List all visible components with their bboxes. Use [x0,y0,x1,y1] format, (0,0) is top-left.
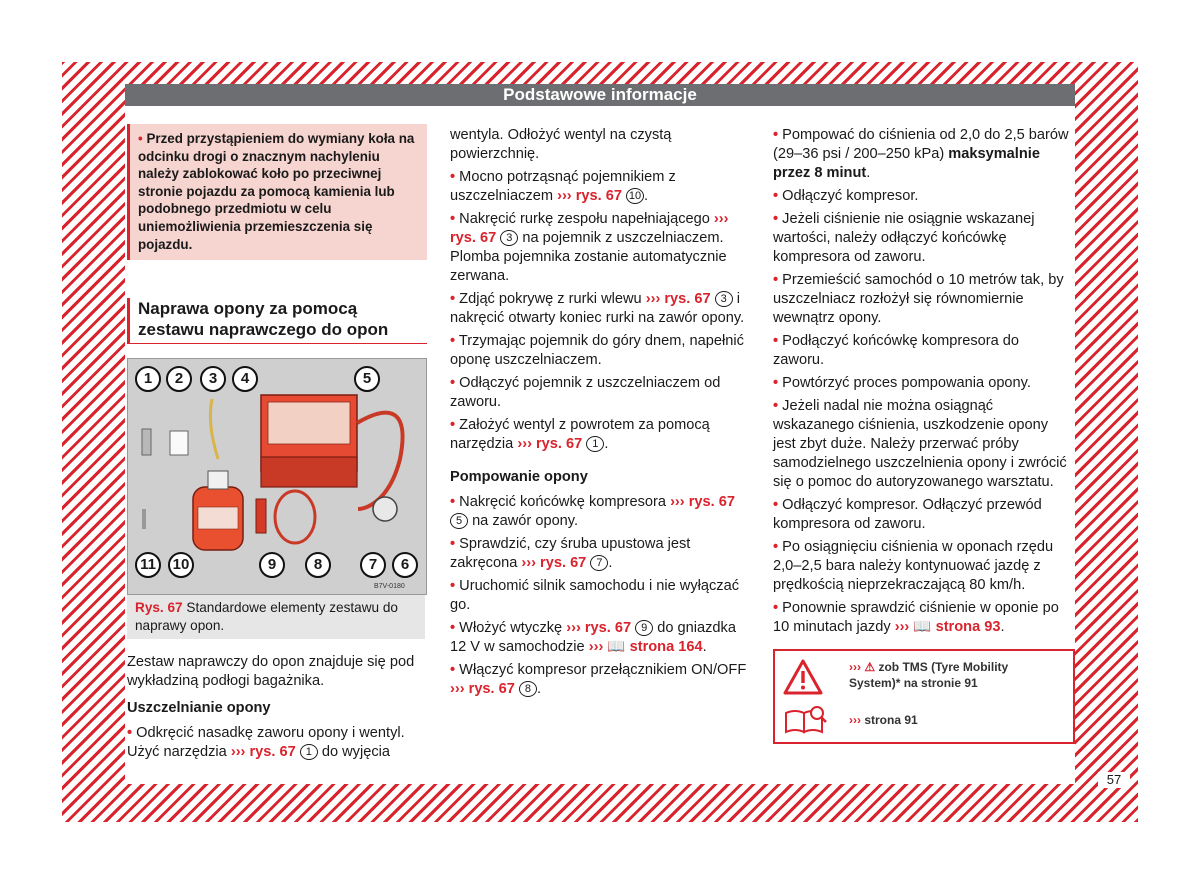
bullet-icon: • [773,211,779,227]
bullet-icon: • [450,620,456,636]
bullet-icon: • [450,494,456,510]
column-right [773,126,1073,744]
step-paragraph: • Uruchomić silnik samochodu i nie wyłączać go. [450,578,739,613]
step-paragraph: • Sprawdzić, czy śruba upustowa jest zakręcona ››› rys. 67 7 . [450,536,691,571]
bullet-icon: • [773,127,779,143]
step-paragraph [127,724,427,762]
callout-number: 1 [586,436,604,452]
callout-number: 3 [500,230,518,246]
bullet-icon: • [450,333,456,349]
bullet-icon: • [450,211,456,227]
step-paragraph: • Nakręcić końcówkę kompresora ››› rys. 67 5 na zawór opony. [450,494,735,529]
step-paragraph: • Odłączyć kompresor. [773,188,919,204]
bullet-icon: • [773,600,779,616]
column-middle [450,126,750,703]
info-box [773,649,1075,744]
bullet-icon: • [450,169,456,185]
ref-link[interactable]: ››› rys. 67 [230,744,296,761]
bullet-icon: • [450,662,456,678]
step-text: Odkręcić nasadkę zaworu opony i wentyl. Użyć narzędzia [127,725,405,761]
caption-ref: Rys. 67 [135,600,183,616]
warning-small-icon: ⚠ [864,660,876,674]
bullet-icon: • [450,578,456,594]
bullet-icon: • [773,333,779,349]
step-paragraph: • Odłączyć kompresor. Odłączyć przewód kompresora od zaworu. [773,497,1042,532]
step-paragraph: • Odłączyć pojemnik z uszczelniaczem od zaworu. [450,375,721,410]
ref-link[interactable]: ››› rys. 67 [450,211,729,246]
ref-link[interactable]: ››› rys. 67 [645,291,711,307]
book-icon: 📖 [913,619,932,635]
figure-callout-6: 6 [392,552,418,578]
step-paragraph: • Podłączyć końcówkę kompresora do zaworu. [773,333,1020,368]
ref-link[interactable]: ››› rys. 67 [566,620,632,636]
ref-link[interactable]: ››› rys. 67 [670,494,735,510]
callout-number: 1 [300,744,318,760]
bullet-icon: • [773,375,779,391]
figure-callout-3: 3 [200,366,226,392]
figure-repair-kit [127,358,427,595]
figure-callout-11: 11 [135,552,161,578]
step-paragraph: • Przemieścić samochód o 10 metrów tak, by uszczelniacz rozłożył się równomiernie wewnątrz opony. [773,272,1064,326]
figure-callout-7: 7 [360,552,386,578]
step-paragraph: • Włączyć kompresor przełącznikiem ON/OFF ››› rys. 67 8 . [450,662,747,697]
book-icon: 📖 [607,639,626,655]
figure-callout-4: 4 [232,366,258,392]
ref-link[interactable]: ››› rys. 67 [517,436,583,452]
step-paragraph: • Zdjąć pokrywę z rurki wlewu ››› rys. 67 3 i nakręcić otwarty koniec rurki na zawór opony. [450,291,745,326]
step-paragraph: • Założyć wentyl z powrotem za pomocą narzędzia ››› rys. 67 1 . [450,417,710,452]
figure-caption [127,595,425,639]
warning-triangle-icon [783,659,823,695]
step-paragraph: • Ponownie sprawdzić ciśnienie w oponie po 10 minutach jazdy ››› 📖 strona 93. [773,600,1059,635]
callout-number: 7 [590,555,608,571]
ref-link-book[interactable]: ››› 📖 strona 164 [588,639,703,655]
step-paragraph: • Włożyć wtyczkę ››› rys. 67 9 do gniazdka 12 V w samochodzie ››› 📖 strona 164. [450,620,736,655]
page-number: 57 [1098,772,1130,788]
callout-number: 8 [519,681,537,697]
bullet-icon: • [773,272,779,288]
bullet-icon: • [127,725,133,742]
bullet-icon: • [450,375,456,391]
figure-callout-2: 2 [166,366,192,392]
bullet-icon: • [450,291,456,307]
warning-box [127,124,427,260]
bullet-icon: • [773,539,779,555]
ref-link[interactable]: ››› rys. 67 [557,188,622,204]
figure-callout-10: 10 [168,552,194,578]
bullet-icon: • [138,131,143,146]
bullet-icon: • [450,536,456,552]
bullet-icon: • [450,417,456,433]
continued-paragraph: wentyla. Odłożyć wentyl na czystą powierzchnię. [450,127,672,162]
step-paragraph: • Mocno potrząsnąć pojemnikiem z uszczelniaczem ››› rys. 67 10 . [450,169,676,204]
page-header: Podstawowe informacje [125,84,1075,106]
warning-text: Przed przystąpieniem do wymiany koła na odcinku drogi o znacznym nachyleniu należy zablokować koło po przeciwnej stronie pojazdu za pomocą kamienia lub podobnego przedmiotu w celu uniemożliwienia przemieszczenia się pojazdu. [138,131,415,252]
book-magnifier-icon [783,705,829,735]
section-title: Naprawa opony za pomocą zestawu naprawczego do opon [127,298,427,344]
bullet-icon: • [773,398,779,414]
callout-number: 9 [635,620,653,636]
ref-link[interactable]: ››› rys. 67 [450,681,515,697]
step-text: do wyjęcia [321,744,390,761]
bullet-icon: • [773,188,779,204]
info-box-line-2[interactable]: ››› strona 91 [849,713,918,727]
ref-link[interactable]: ››› rys. 67 [521,555,587,571]
ref-link-book[interactable]: ››› 📖 strona 93 [894,619,1001,635]
step-paragraph: • Trzymając pojemnik do góry dnem, napełnić oponę uszczelniaczem. [450,333,744,368]
figure-callout-5: 5 [354,366,380,392]
step-paragraph: • Nakręcić rurkę zespołu napełniającego ››› rys. 67 3 na pojemnik z uszczelniaczem. Plomba pojemnika zostanie automatycznie zerwana. [450,211,729,284]
figure-callout-9: 9 [259,552,285,578]
caption-text: Standardowe elementy zestawu do naprawy opon. [135,600,398,634]
figure-callout-1: 1 [135,366,161,392]
figure-callout-8: 8 [305,552,331,578]
figure-code: B7V-0180 [374,583,405,591]
callout-number: 3 [715,291,733,307]
subheading-sealing: Uszczelnianie opony [127,700,271,717]
intro-paragraph: Zestaw naprawczy do opon znajduje się pod wykładziną podłogi bagażnika. [127,654,415,690]
step-paragraph: • Po osiągnięciu ciśnienia w oponach rzędu 2,0–2,5 bara należy kontynuować jazdę z prędkością nieprzekraczającą 80 km/h. [773,539,1054,593]
info-box-line-1[interactable]: ››› ⚠ zob TMS (Tyre Mobility System)* na stronie 91 [849,660,1009,690]
subheading-inflating: Pompowanie opony [450,469,588,485]
step-paragraph: • Powtórzyć proces pompowania opony. [773,375,1031,391]
callout-number: 10 [626,188,644,204]
bullet-icon: • [773,497,779,513]
step-paragraph: • Pompować do ciśnienia od 2,0 do 2,5 barów (29–36 psi / 200–250 kPa) maksymalnie przez 8 minut. [773,127,1069,181]
column-left [127,124,427,766]
step-paragraph: • Jeżeli ciśnienie nie osiągnie wskazanej wartości, należy odłączyć końcówkę kompresora od zaworu. [773,211,1035,265]
step-paragraph: • Jeżeli nadal nie można osiągnąć wskazanego ciśnienia, uszkodzenie opony jest zbyt duże. Należy przerwać próby samodzielnego uszczelnienia opony i zwrócić się o pomoc do autoryzowanego warsztatu. [773,398,1067,490]
callout-number: 5 [450,513,468,529]
